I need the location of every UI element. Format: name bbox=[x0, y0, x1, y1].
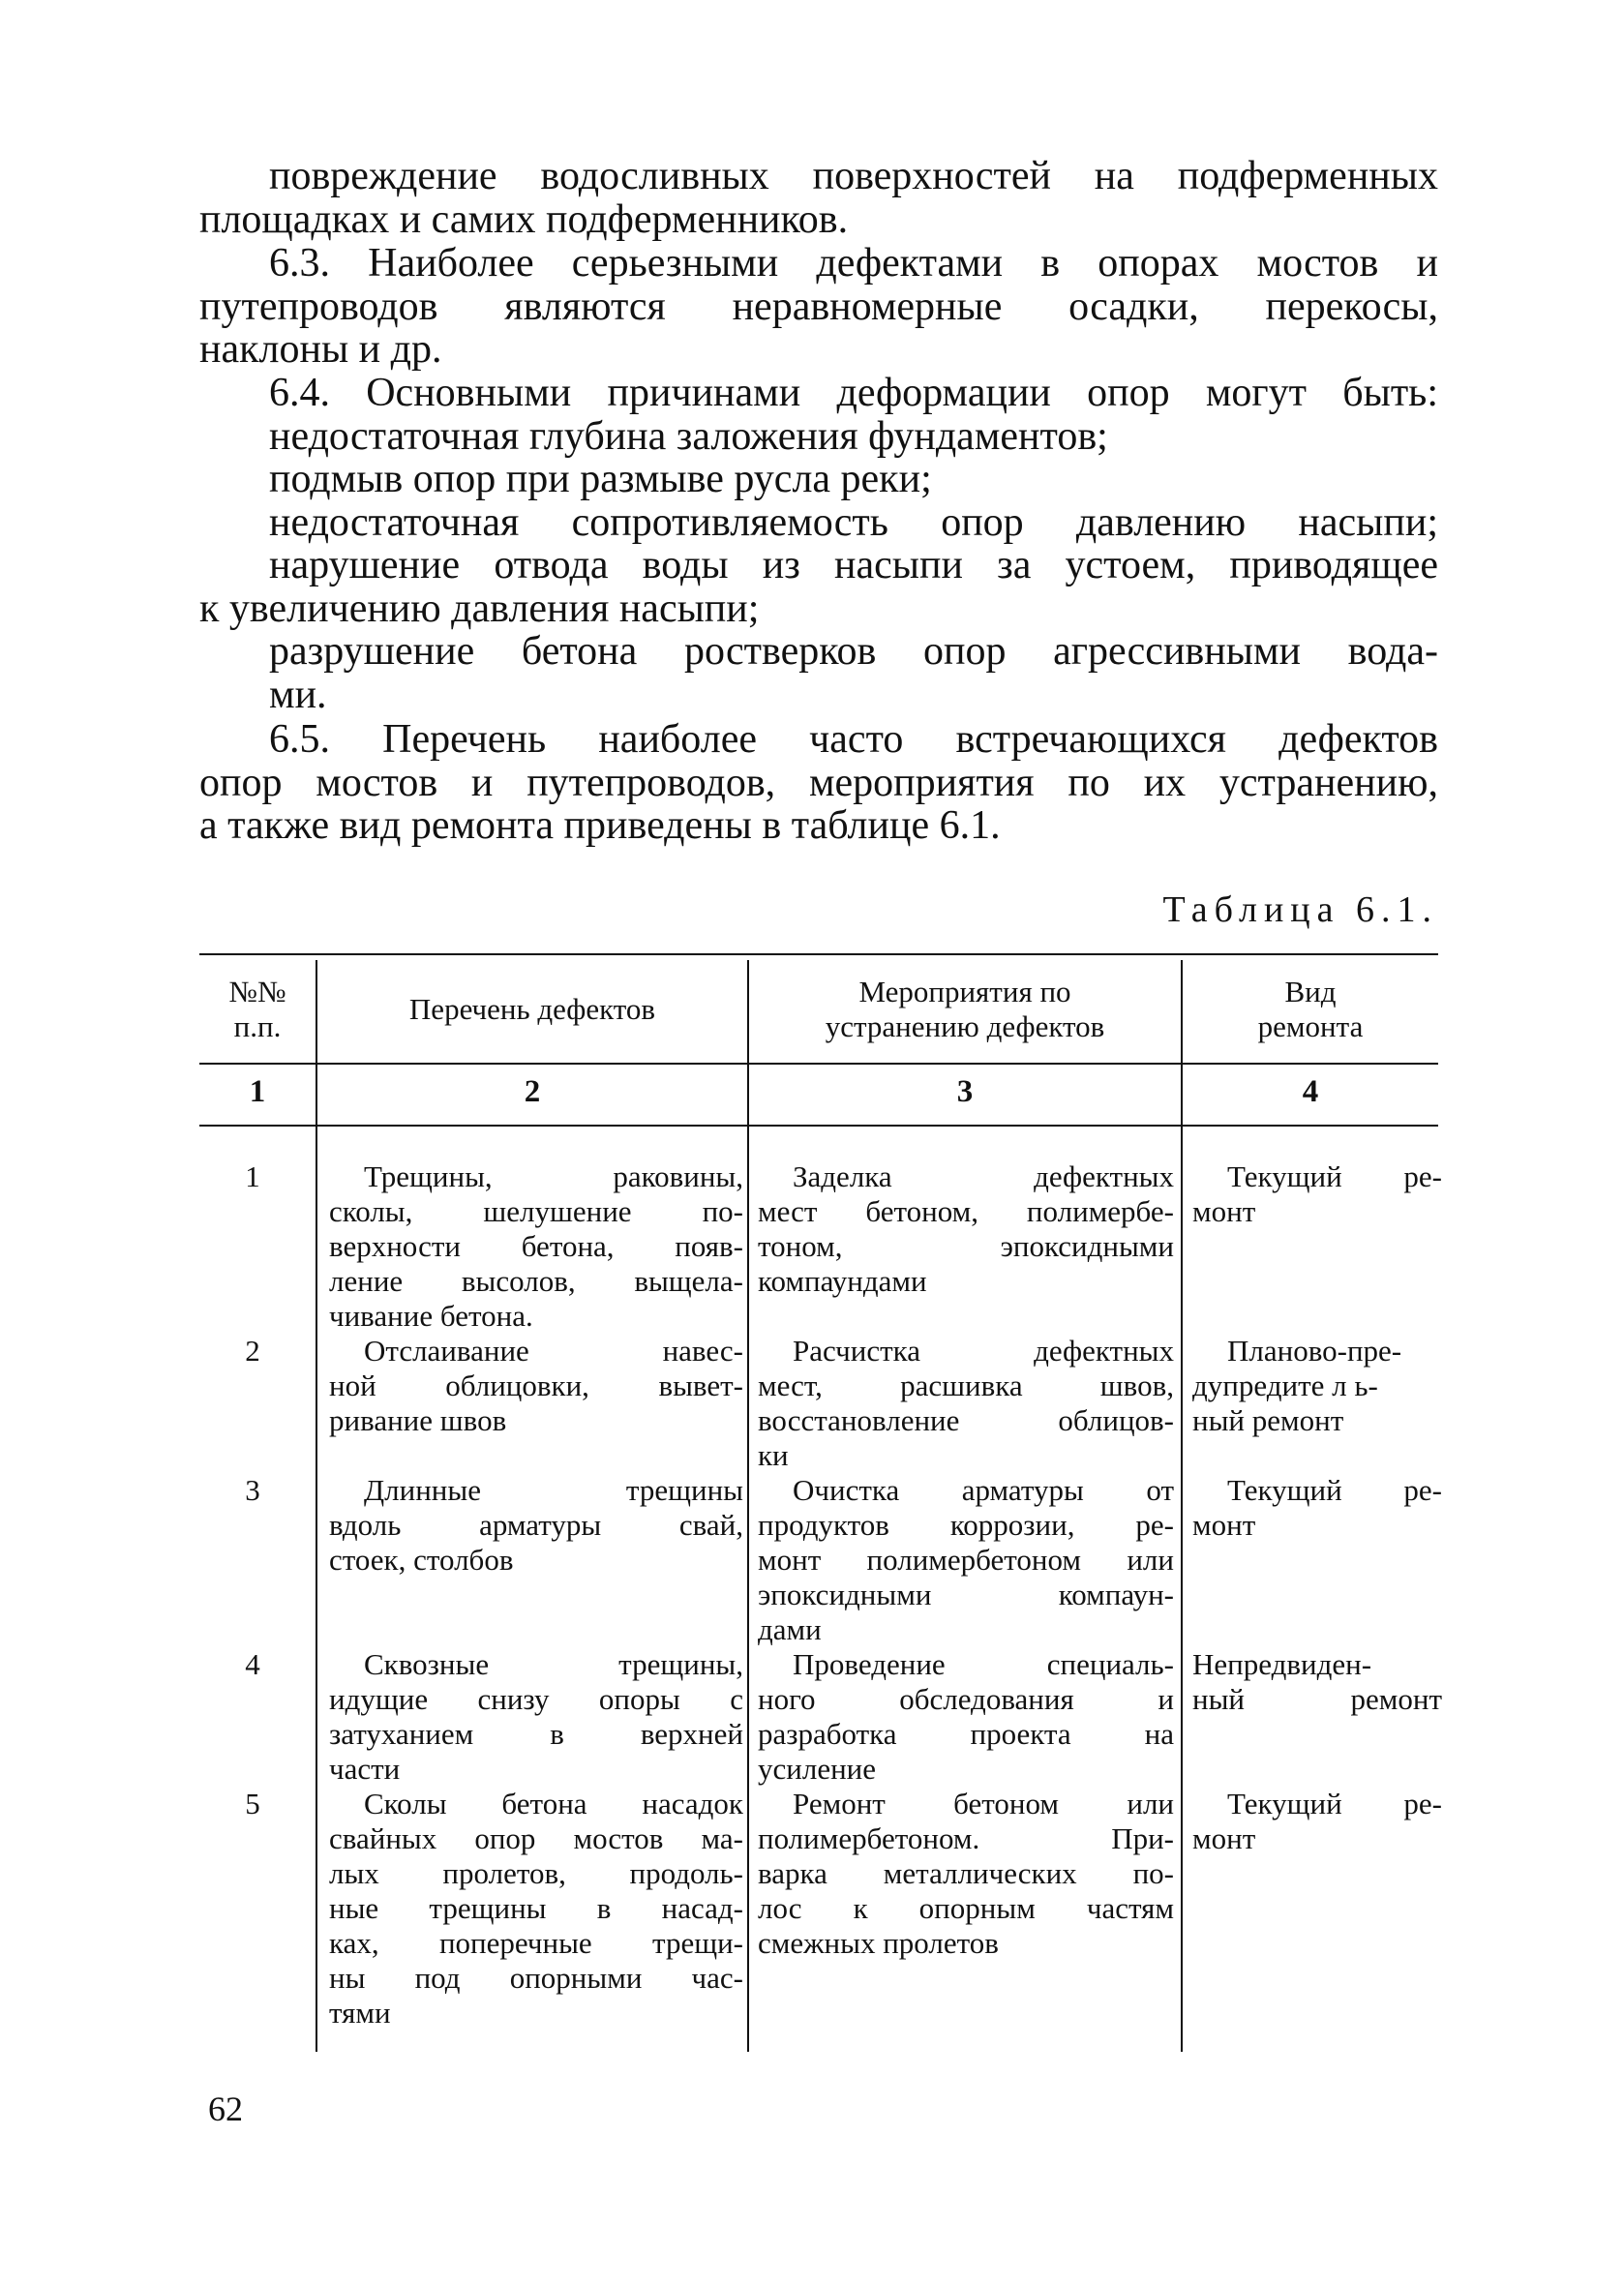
row-number: 2 bbox=[245, 1334, 260, 1368]
list-item: подмыв опор при размыве русла реки; bbox=[269, 457, 932, 501]
column-number: 1 bbox=[249, 1074, 266, 1109]
header-repair bbox=[1183, 975, 1438, 1044]
header-number bbox=[199, 975, 316, 1044]
repair-cell bbox=[1192, 1159, 1442, 1229]
list-item: разрушение бетона ростверков опор агрессивными вода- bbox=[269, 629, 1438, 674]
column-divider bbox=[1181, 960, 1183, 2052]
cell-line: Текущий ре- bbox=[1227, 1473, 1442, 1507]
measures-cell bbox=[758, 1647, 1174, 1787]
defects-cell bbox=[329, 1159, 743, 1334]
cell-line: Очистка арматуры от bbox=[793, 1473, 1174, 1507]
cell-line: Трещины, раковины, bbox=[364, 1159, 743, 1193]
text-line: а также вид ремонта приведены в таблице 6.1. bbox=[199, 803, 1001, 848]
defects-cell bbox=[329, 1334, 743, 1438]
cell-line: ны под опорными час- bbox=[329, 1961, 743, 1995]
cell-line: дупредите л ь- bbox=[1192, 1369, 1378, 1402]
cell-line: Текущий ре- bbox=[1227, 1159, 1442, 1193]
cell-line: Текущий ре- bbox=[1227, 1787, 1442, 1820]
cell-line: Ремонт бетоном или bbox=[793, 1787, 1174, 1820]
cell-line: ный ремонт bbox=[1192, 1682, 1442, 1716]
cell-line: Расчистка дефектных bbox=[793, 1334, 1174, 1368]
repair-cell bbox=[1192, 1647, 1442, 1717]
repair-cell bbox=[1192, 1334, 1442, 1438]
cell-line: лых пролетов, продоль- bbox=[329, 1856, 743, 1890]
text-line: 6.4. Основными причинами деформации опор могут быть: bbox=[269, 371, 1438, 415]
cell-line: мест бетоном, полимербе- bbox=[758, 1194, 1174, 1228]
text-line: путепроводов являются неравномерные осадки, перекосы, bbox=[199, 284, 1438, 329]
repair-cell bbox=[1192, 1473, 1442, 1543]
cell-line: монт полимербетоном или bbox=[758, 1543, 1174, 1577]
text-line: площадках и самих подферменников. bbox=[199, 196, 849, 242]
cell-line: эпоксидными компаун- bbox=[758, 1578, 1174, 1611]
defects-cell bbox=[329, 1647, 743, 1787]
cell-line: мест, расшивка швов, bbox=[758, 1369, 1174, 1402]
header-text: Перечень дефектов bbox=[408, 992, 656, 1026]
cell-line: затуханием в верхней bbox=[329, 1717, 743, 1751]
defects-cell bbox=[329, 1787, 743, 2030]
cell-line: ривание швов bbox=[329, 1403, 507, 1437]
cell-line: ление высолов, выщела- bbox=[329, 1264, 743, 1298]
cell-line: Заделка дефектных bbox=[793, 1159, 1174, 1193]
header-text: Мероприятия по bbox=[858, 975, 1071, 1008]
cell-line: верхности бетона, появ- bbox=[329, 1229, 743, 1263]
cell-line: стоек, столбов bbox=[329, 1543, 514, 1577]
cell-line: вдоль арматуры свай, bbox=[329, 1508, 743, 1542]
table-top-rule bbox=[199, 953, 1438, 955]
cell-line: Сколы бетона насадок bbox=[364, 1787, 743, 1820]
paragraph-continuation bbox=[199, 155, 1438, 241]
cell-line: разработка проекта на bbox=[758, 1717, 1174, 1751]
column-number: 3 bbox=[956, 1074, 974, 1109]
cell-line: ные трещины в насад- bbox=[329, 1891, 743, 1925]
cell-line: дами bbox=[758, 1612, 822, 1646]
measures-cell bbox=[758, 1787, 1174, 1961]
cell-line: Проведение специаль- bbox=[793, 1647, 1174, 1681]
cell-line: части bbox=[329, 1752, 401, 1786]
cell-line: восстановление облицов- bbox=[758, 1403, 1174, 1437]
page-number: 62 bbox=[208, 2090, 243, 2128]
row-number: 5 bbox=[245, 1787, 260, 1820]
header-text: №№ bbox=[228, 975, 286, 1008]
cell-line: ный ремонт bbox=[1192, 1403, 1344, 1437]
cell-line: ки bbox=[758, 1438, 789, 1472]
cell-line: тоном, эпоксидными bbox=[758, 1229, 1174, 1263]
table-numbers-rule bbox=[199, 1125, 1438, 1127]
header-measures bbox=[749, 975, 1181, 1044]
list-item: недостаточная глубина заложения фундаментов; bbox=[269, 413, 1108, 459]
cell-line: ках, поперечные трещи- bbox=[329, 1926, 743, 1960]
cell-line: Сквозные трещины, bbox=[364, 1647, 743, 1681]
repair-cell bbox=[1192, 1787, 1442, 1856]
text-line: 6.3. Наиболее серьезными дефектами в опорах мостов и bbox=[269, 241, 1438, 286]
column-divider bbox=[316, 960, 317, 2052]
text-line: 6.5. Перечень наиболее часто встречающихся дефектов bbox=[269, 717, 1438, 762]
list-item: ми. bbox=[269, 672, 327, 717]
cell-line: лос к опорным частям bbox=[758, 1891, 1174, 1925]
measures-cell bbox=[758, 1159, 1174, 1299]
cell-line: смежных пролетов bbox=[758, 1926, 999, 1960]
header-defects bbox=[317, 992, 747, 1027]
paragraph-6-4 bbox=[199, 372, 1438, 716]
column-divider bbox=[747, 960, 749, 2052]
cell-line: Длинные трещины bbox=[364, 1473, 743, 1507]
row-number: 3 bbox=[245, 1473, 260, 1507]
cell-line: Планово-пре- bbox=[1227, 1334, 1402, 1368]
column-number: 2 bbox=[524, 1074, 541, 1109]
cell-line: компаундами bbox=[758, 1264, 927, 1298]
table-header-rule bbox=[199, 1063, 1438, 1065]
measures-cell bbox=[758, 1334, 1174, 1473]
cell-line: монт bbox=[1192, 1194, 1256, 1228]
cell-line: варка металлических по- bbox=[758, 1856, 1174, 1890]
paragraph-6-5 bbox=[199, 718, 1438, 848]
header-text: ремонта bbox=[1257, 1009, 1364, 1043]
defects-cell bbox=[329, 1473, 743, 1578]
cell-line: ной облицовки, вывет- bbox=[329, 1369, 743, 1402]
header-text: Вид bbox=[1284, 975, 1337, 1008]
text-line: опор мостов и путепроводов, мероприятия по их устранению, bbox=[199, 760, 1438, 805]
cell-line: усиление bbox=[758, 1752, 877, 1786]
cell-line: свайных опор мостов ма- bbox=[329, 1821, 743, 1855]
header-text: устранению дефектов bbox=[825, 1009, 1105, 1043]
paragraph-6-3 bbox=[199, 242, 1438, 372]
cell-line: идущие снизу опоры с bbox=[329, 1682, 743, 1716]
header-text: п.п. bbox=[233, 1009, 282, 1043]
row-number: 1 bbox=[245, 1159, 260, 1193]
column-number: 4 bbox=[1302, 1074, 1319, 1109]
cell-line: Непредвиден- bbox=[1192, 1647, 1372, 1681]
cell-line: Отслаивание навес- bbox=[364, 1334, 743, 1368]
list-item: недостаточная сопротивляемость опор давлению насыпи; bbox=[269, 499, 1438, 545]
cell-line: ного обследования и bbox=[758, 1682, 1174, 1716]
row-number: 4 bbox=[245, 1647, 260, 1681]
text-line: повреждение водосливных поверхностей на подферменных bbox=[269, 154, 1438, 198]
cell-line: полимербетоном. При- bbox=[758, 1821, 1174, 1855]
cell-line: сколы, шелушение по- bbox=[329, 1194, 743, 1228]
cell-line: монт bbox=[1192, 1508, 1256, 1542]
cell-line: чивание бетона. bbox=[329, 1299, 533, 1333]
list-item: нарушение отвода воды из насыпи за устоем, приводящее bbox=[269, 543, 1438, 587]
cell-line: тями bbox=[329, 1996, 391, 2030]
measures-cell bbox=[758, 1473, 1174, 1647]
cell-line: монт bbox=[1192, 1821, 1256, 1855]
list-item: к увеличению давления насыпи; bbox=[199, 586, 760, 631]
table-caption: Таблица 6.1. bbox=[1162, 889, 1438, 930]
text-line: наклоны и др. bbox=[199, 327, 442, 372]
cell-line: продуктов коррозии, ре- bbox=[758, 1508, 1174, 1542]
